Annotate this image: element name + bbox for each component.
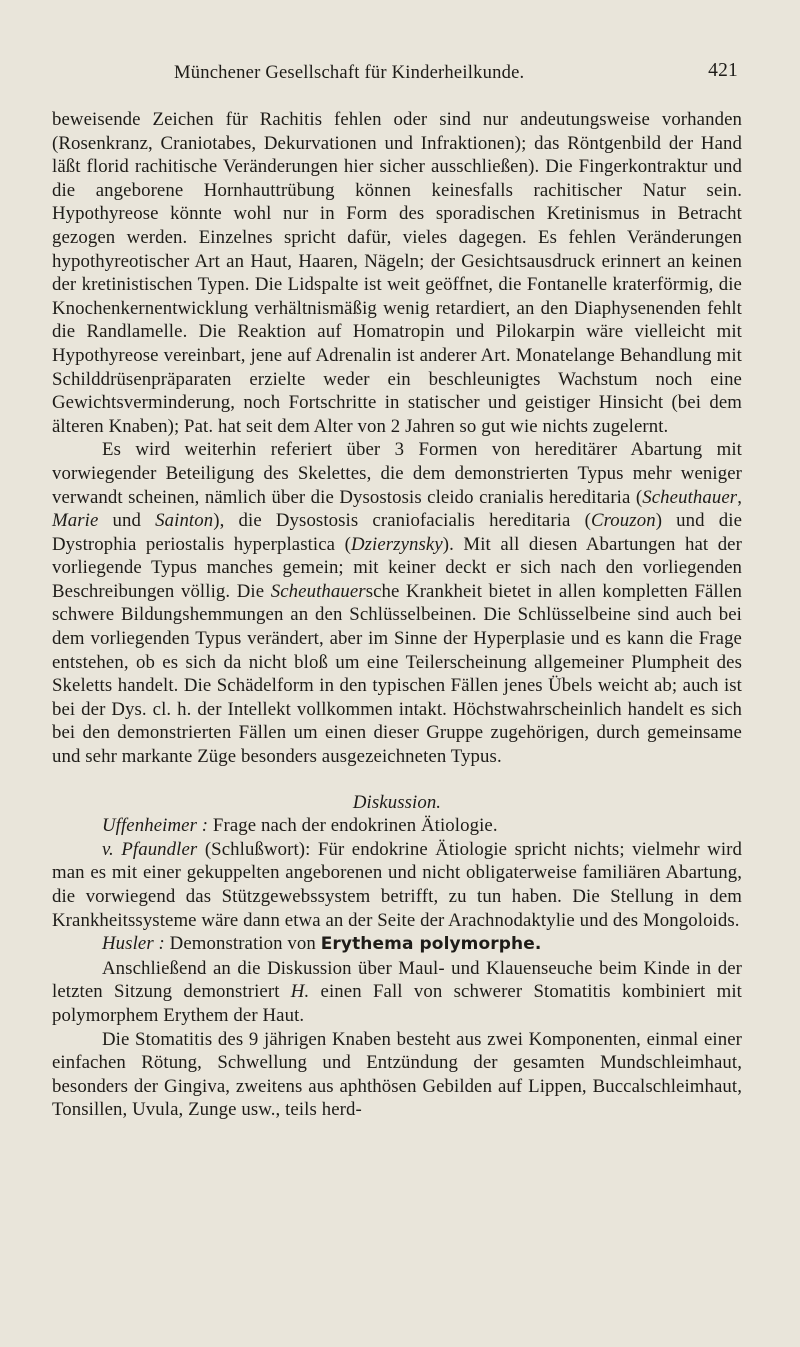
running-title: Münchener Gesellschaft für Kinderheilkunde. [174,62,525,83]
speaker-name: Uffenheimer : [102,815,209,837]
discussion-text: (Schlußwort): Für endokrine Ätiologie spricht nichts; vielmehr wird man es mit einer gekuppelten angeborenen und nicht obligaterweise familiären Abartung, die vorwiegend das Stützgewebssystem betrifft, zu tun haben. Die Stellung in dem Krankheitssysteme wäre dann etwa an der Seite der Arachnodaktylie und des Mongoloids. [52,838,742,931]
author-name: Sainton [155,510,214,532]
speaker-name: Husler : [102,933,165,955]
p2-text-e: ) und die Dystrophia periostalis hyperplastica ( [52,510,743,555]
p2-text-d: ), die Dysostosis craniofacialis hereditaria ( [213,510,591,532]
paragraph-3 [52,957,742,1028]
paragraph-1: beweisende Zeichen für Rachitis fehlen oder sind nur andeutungsweise vorhanden (Rosenkranz, Craniotabes, Dekurvationen und Infraktionen); das Röntgenbild der Hand läßt florid rachitische Veränderungen hier sicher ausschließen). Die Fingerkontraktur und die angeborene Hornhauttrübung können keinesfalls rachitischer Natur sein. Hypothyreose könnte wohl nur in Form des sporadischen Kretinismus in Betracht gezogen werden. Einzelnes spricht dafür, vieles dagegen. Es fehlen Veränderungen hypothyreotischer Art an Haut, Haaren, Nägeln; der Gesichtsausdruck erinnert an keinen der kretinistischen Typen. Die Lidspalte ist weit geöffnet, die Fontanelle kraterförmig, die Knochenkernentwicklung verhältnismäßig wenig retardiert, an den Diaphysenenden fehlt die Randlamelle. Die Reaktion auf Homatropin und Pilokarpin wäre vielleicht mit Hypothyreose vereinbart, jene auf Adrenalin ist anderer Art. Monatelange Behandlung mit Schilddrüsenpräparaten erzielte weder ein beschleunigtes Wachstum noch eine Gewichtsverminderung, noch Fortschritte in statischer und geistiger Hinsicht (bei dem älteren Knaben); Pat. hat seit dem Alter von 2 Jahren so gut wie nichts zugelernt. [52,109,742,437]
p2-text-a: Es wird weiterhin referiert über 3 Formen von hereditärer Abartung mit vorwiegender Beteiligung des Skelettes, die dem demonstrierten Typus mehr weniger verwandt scheinen, nämlich über die Dysostosis cleido cranialis hereditaria ( [52,439,742,508]
author-name: Crouzon [590,510,656,532]
discussion-entry-husler [52,932,742,957]
p2-text-g: sche Krankheit bietet in allen kompletten Fällen schwere Bildungshemmungen an den Schlüsselbeinen. Die Schlüsselbeine sind auch bei dem vorliegenden Typus verändert, aber im Sinne der Hyperplasie und es kann die Frage entstehen, ob es sich da nicht bloß um eine Teilerscheinung allgemeiner Plumpheit des Skeletts handelt. Die Schädelform in den typischen Fällen jenes Übels weicht ab; auch ist bei der Dys. cl. h. der Intellekt vollkommen intakt. Höchstwahrscheinlich handelt es sich bei den demonstrierten Fällen um einen dieser Gruppe zugehörigen, durch gemeinsame und sehr markante Züge besonders ausgezeichneten Typus. [52,580,742,768]
section-gap [52,769,742,791]
author-name: Marie [52,510,99,532]
author-initial: H. [290,981,310,1003]
author-name: Scheuthauer [270,580,366,602]
paragraph-2 [52,438,742,768]
paragraph-4: Die Stomatitis des 9 jährigen Knaben besteht aus zwei Komponenten, einmal einer einfachen Rötung, Schwellung und Entzündung der gesamten Mundschleimhaut, besonders der Gingiva, zweitens aus aphthösen Gebilden auf Lippen, Buccalschleimhaut, Tonsillen, Uvula, Zunge usw., teils herd- [52,1028,742,1121]
author-name: Scheuthauer [642,486,738,508]
discussion-text: Demonstration von [164,933,321,955]
running-header [52,62,742,88]
p2-text-c: und [98,510,156,532]
page-number: 421 [708,60,738,81]
discussion-heading-text: Diskussion. [352,791,442,813]
p3-text-a: Anschließend an die Diskussion über Maul- und Klauenseuche beim Kinde in der letzten Sitzung demonstriert [52,957,742,1003]
speaker-name: v. Pfaundler [102,838,198,860]
body-text [52,108,742,1122]
discussion-entry-pfaundler [52,838,742,932]
p3-text-b: einen Fall von schwerer Stomatitis kombiniert mit polymorphem Erythem der Haut. [52,981,742,1026]
discussion-heading [52,791,742,815]
p2-text-f: ). Mit all diesen Abartungen hat der vorliegende Typus manches gemein; mit keiner deckt er sich nach den vorliegenden Beschreibungen völlig. Die [52,533,742,602]
discussion-text: Frage nach der endokrinen Ätiologie. [208,815,498,837]
author-name: Dzierzynsky [350,533,443,555]
demonstration-title: Erythema polymorphe. [320,934,542,955]
discussion-entry-uffenheimer [52,814,742,838]
p2-text-b: , [737,486,742,508]
